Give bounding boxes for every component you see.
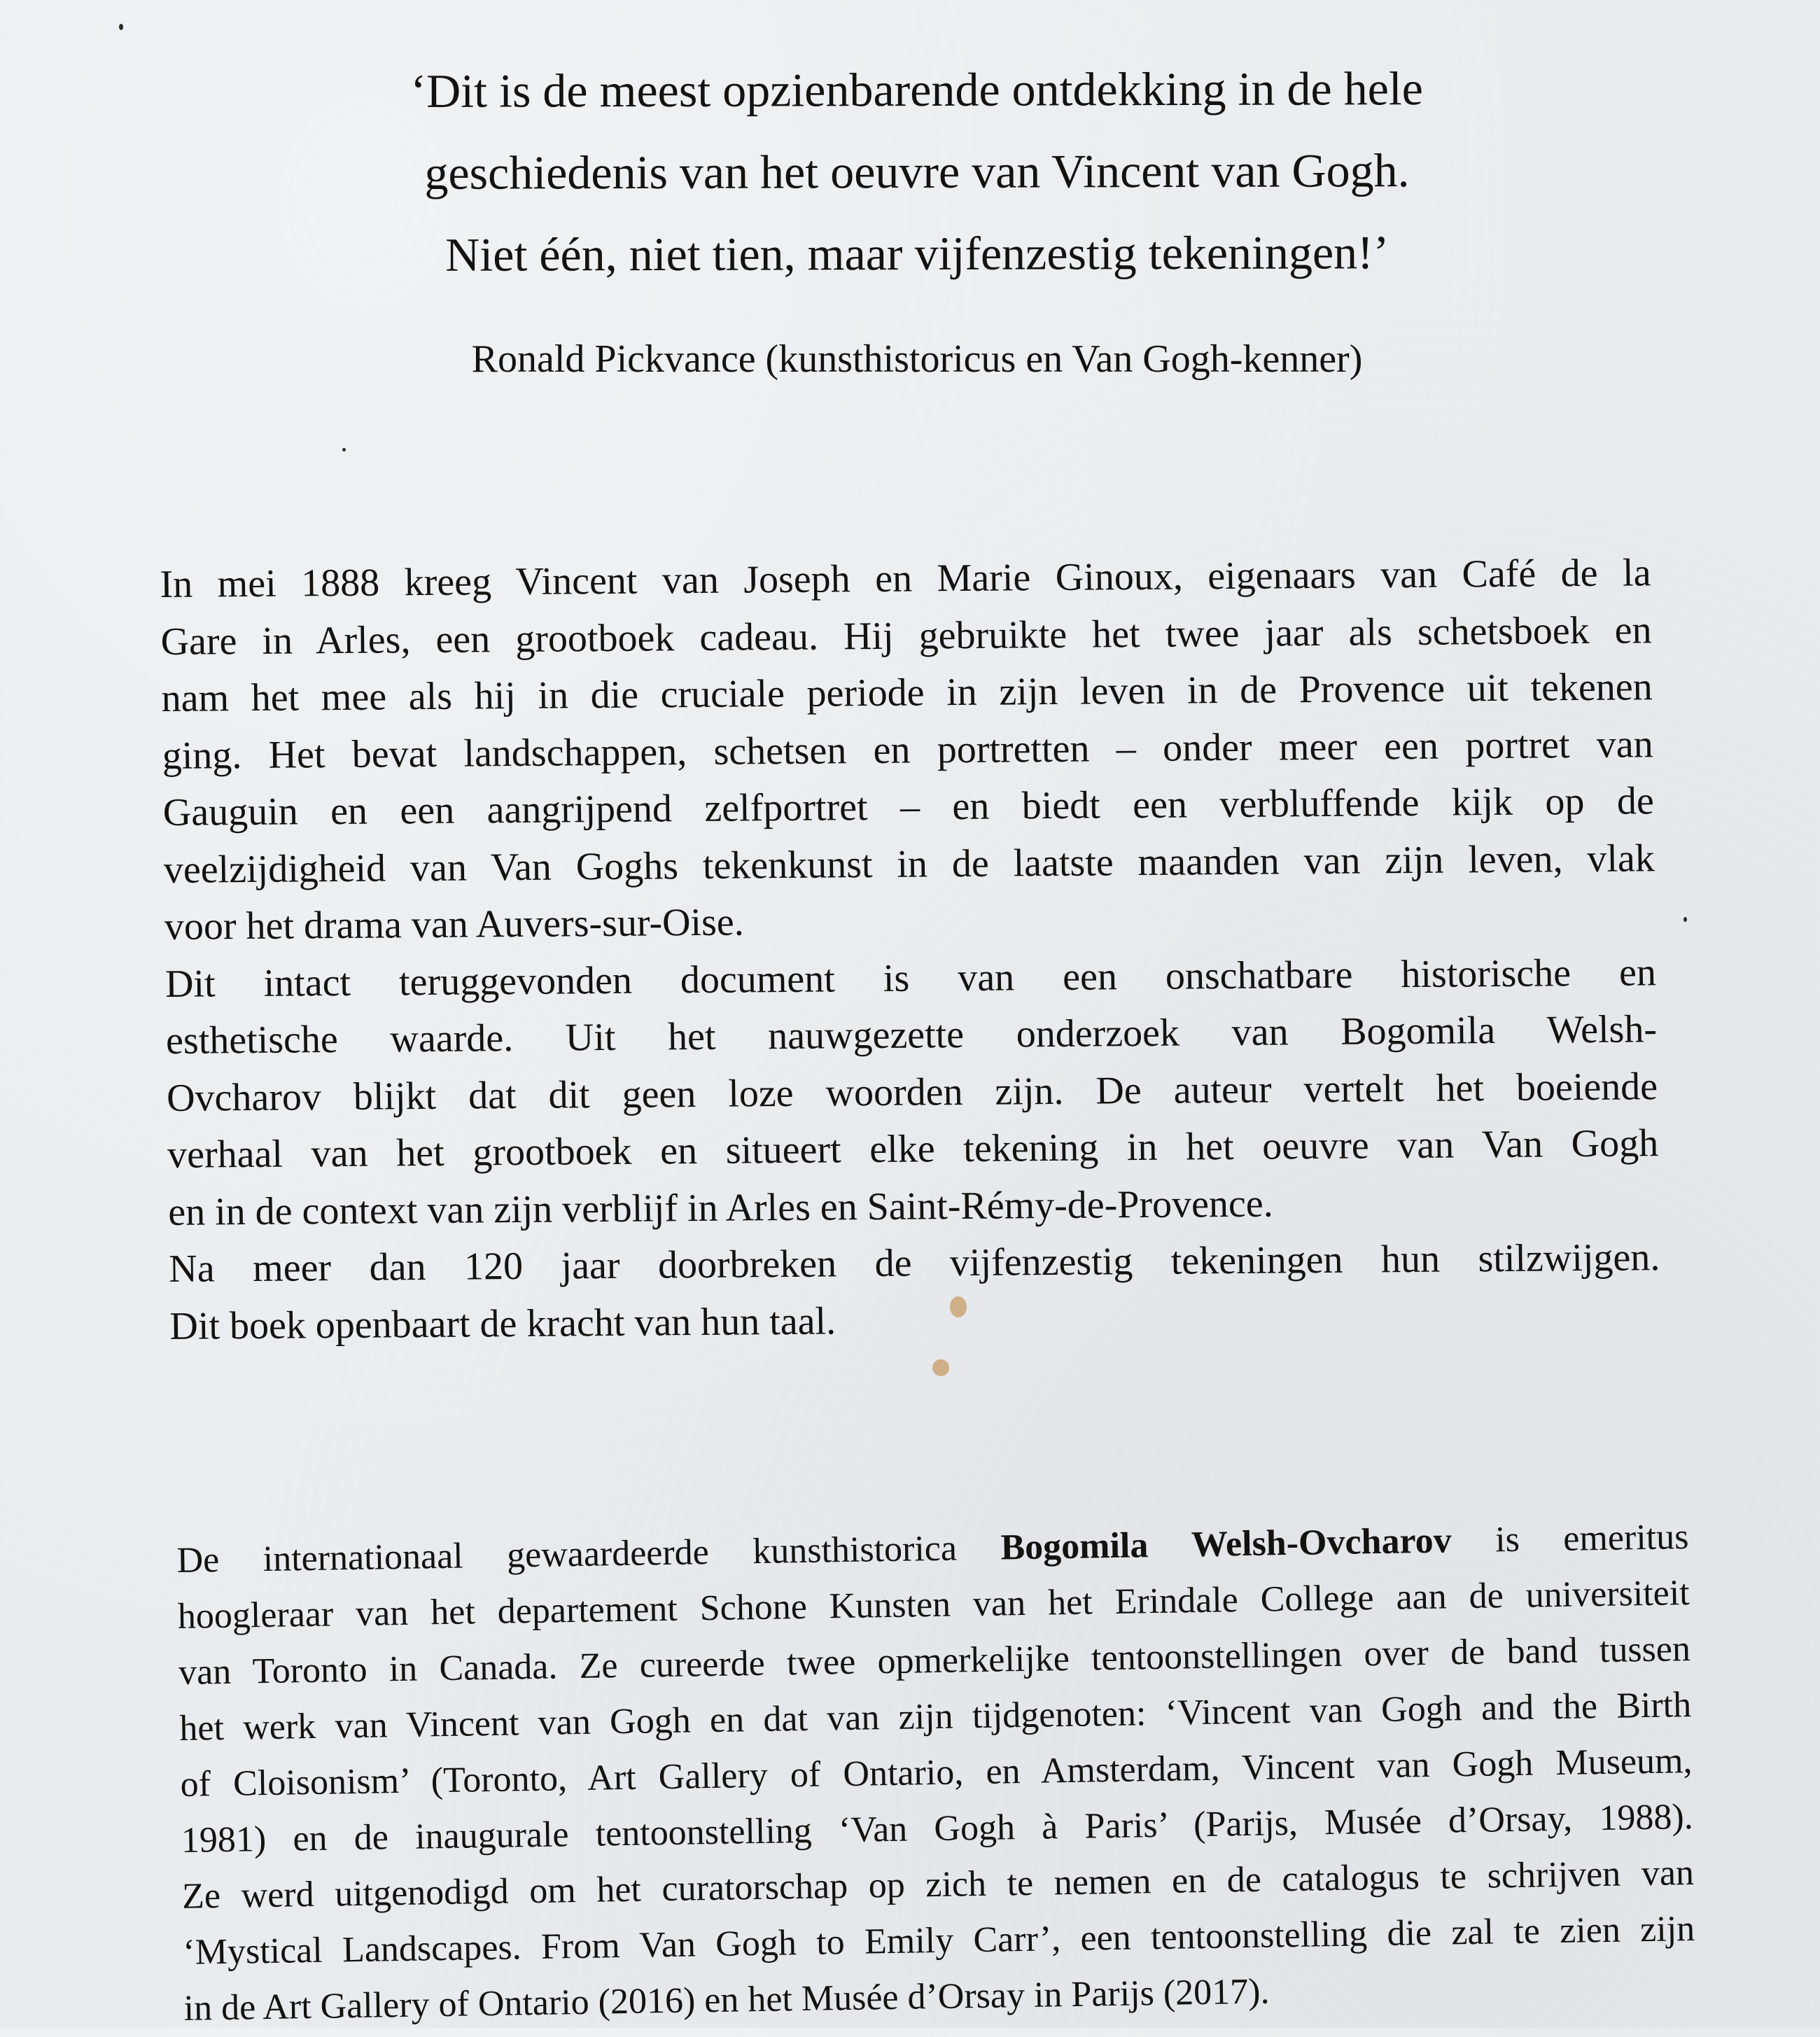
quote-line: Niet één, niet tien, maar vijfenzestig tekeningen!’	[445, 225, 1390, 281]
book-description	[160, 545, 1661, 1355]
text-line: Dit boek openbaart de kracht van hun taal.	[169, 1298, 836, 1348]
description-paragraph-2	[164, 944, 1659, 1241]
bio-intro: De internationaal gewaardeerde kunsthistorica	[176, 1527, 1001, 1581]
pull-quote	[266, 48, 1569, 297]
paper-speck	[119, 24, 123, 30]
text-line: Ovcharov blijkt dat dit geen loze woorden zijn. De auteur vertelt het boeiende	[166, 1064, 1658, 1120]
text-line: en in de context van zijn verblijf in Arles en Saint-Rémy-de-Provence.	[167, 1182, 1274, 1234]
author-name: Bogomila Welsh-Ovcharov	[1000, 1520, 1452, 1568]
paper-stain	[950, 1296, 967, 1317]
text-line: Na meer dan 120 jaar doorbreken de vijfenzestig tekeningen hun stilzwijgen.	[168, 1236, 1660, 1291]
paper-stain	[932, 1359, 949, 1376]
description-paragraph-3	[169, 1229, 1661, 1355]
text-line: esthetische waarde. Uit het nauwgezette onderzoek van Bogomila Welsh-	[165, 1007, 1658, 1063]
text-line: Gare in Arles, een grootboek cadeau. Hij gebruikte het twee jaar als schetsboek en	[160, 608, 1652, 664]
text-line: hoogleraar van het departement Schone Kunsten van het Erindale College aan de universiteit	[177, 1573, 1690, 1637]
text-line: veelzijdigheid van Van Goghs tekenkunst in de laatste maanden van zijn leven, vlak	[163, 836, 1656, 892]
paper-speck	[342, 448, 346, 451]
text-line: in de Art Gallery of Ontario (2016) en het Musée d’Orsay in Parijs (2017).	[183, 1971, 1270, 2029]
quote-attribution: Ronald Pickvance (kunsthistoricus en Van Gogh-kenner)	[471, 337, 1363, 381]
author-bio	[176, 1509, 1696, 2037]
text-line: nam het mee als hij in die cruciale periode in zijn leven in de Provence uit tekenen	[161, 665, 1653, 720]
text-line: van Toronto in Canada. Ze cureerde twee opmerkelijke tentoonstellingen over de band tussen	[178, 1629, 1691, 1693]
description-paragraph-1	[160, 545, 1656, 955]
text-line: het werk van Vincent van Gogh en dat van zijn tijdgenoten: ‘Vincent van Gogh and the Birth	[178, 1685, 1692, 1749]
text-line: voor het drama van Auvers-sur-Oise.	[164, 900, 745, 948]
text-line: of Cloisonism’ (Toronto, Art Gallery of Ontario, en Amsterdam, Vincent van Gogh Museum,	[180, 1741, 1693, 1805]
text-line: ‘Mystical Landscapes. From Van Gogh to Emily Carr’, een tentoonstelling die zal te zien zijn	[182, 1909, 1695, 1973]
text-line: 1981) en de inaugurale tentoonstelling ‘Van Gogh à Paris’ (Parijs, Musée d’Orsay, 1988).	[181, 1797, 1694, 1861]
text-line: Ze werd uitgenodigd om het curatorschap op zich te nemen en de catalogus te schrijven van	[181, 1853, 1695, 1917]
quote-line: ‘Dit is de meest opzienbarende ontdekking in de hele	[410, 62, 1424, 118]
text-line: Gauguin en een aangrijpend zelfportret – en biedt een verbluffende kijk op de	[162, 779, 1655, 834]
text-line: In mei 1888 kreeg Vincent van Joseph en Marie Ginoux, eigenaars van Café de la	[160, 551, 1651, 606]
quote-line: geschiedenis van het oeuvre van Vincent van Gogh.	[424, 144, 1410, 200]
bio-intro-end: is emeritus	[1451, 1517, 1689, 1561]
text-line: Dit intact teruggevonden document is van een onschatbare historische en	[164, 950, 1657, 1006]
text-line: ging. Het bevat landschappen, schetsen en portretten – onder meer een portret van	[162, 722, 1654, 778]
paper-speck	[1684, 917, 1687, 922]
text-line: verhaal van het grootboek en situeert elke tekening in het oeuvre van Van Gogh	[167, 1121, 1659, 1177]
